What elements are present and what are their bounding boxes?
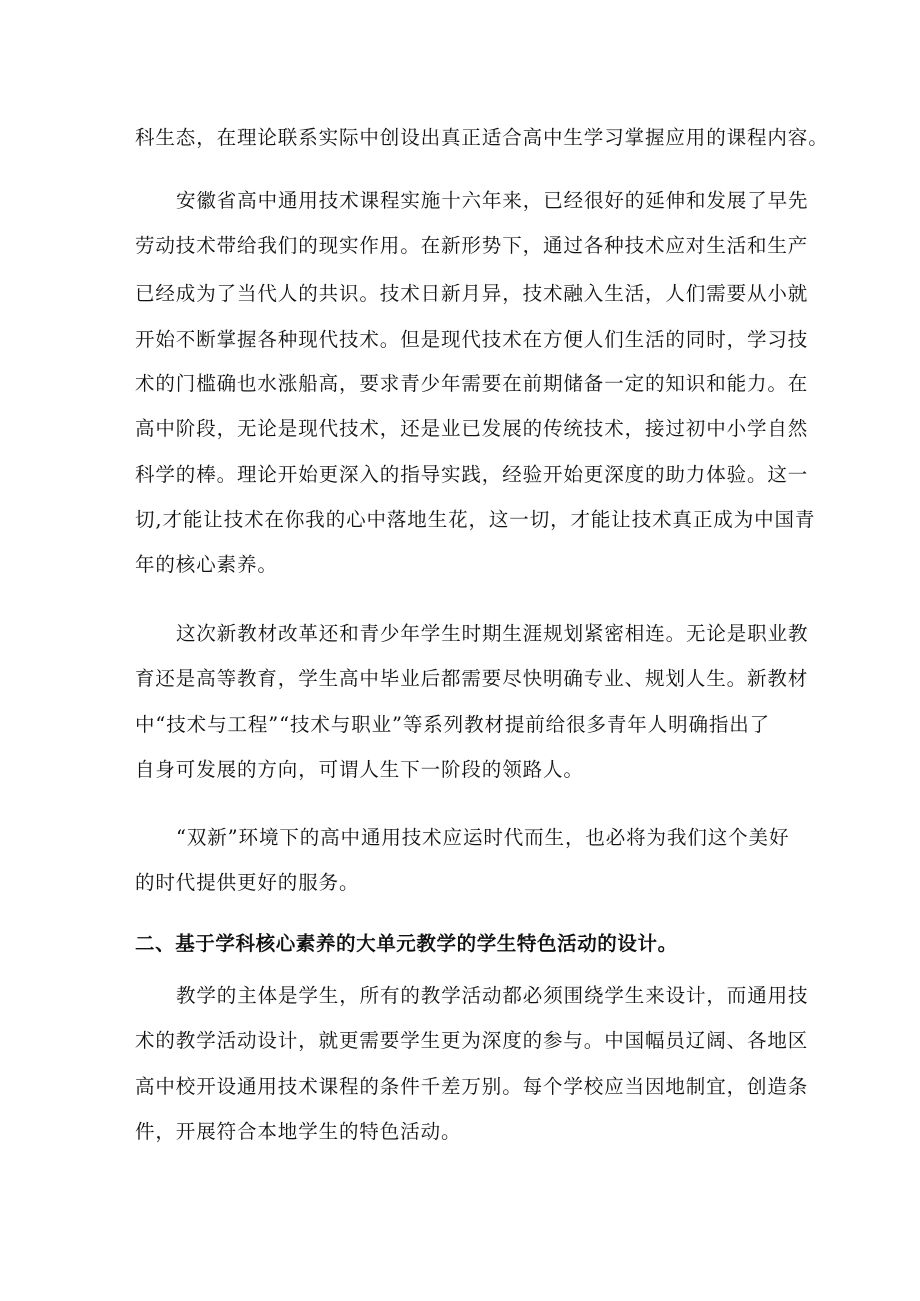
- paragraph-line: 术的教学活动设计，就更需要学生更为深度的参与。中国幅员辽阔、各地区: [135, 1029, 809, 1052]
- paragraph-line: “双新”环境下的高中通用技术应运时代而生，也必将为我们这个美好: [176, 826, 790, 849]
- paragraph-line: 劳动技术带给我们的现实作用。在新形势下，通过各种技术应对生活和生产: [135, 234, 809, 257]
- paragraph-line: 教学的主体是学生，所有的教学活动都必须围绕学生来设计，而通用技: [176, 984, 809, 1007]
- paragraph-line: 件，开展符合本地学生的特色活动。: [135, 1120, 462, 1143]
- paragraph-line: 科学的棒。理论开始更深入的指导实践，经验开始更深度的助力体验。这一: [135, 463, 809, 486]
- section-heading: 二、基于学科核心素养的大单元教学的学生特色活动的设计。: [135, 932, 678, 955]
- paragraph-line: 自身可发展的方向，可谓人生下一阶段的领路人。: [135, 758, 584, 781]
- paragraph-line: 中“技术与工程”“技术与职业”等系列教材提前给很多青年人明确指出了: [135, 713, 771, 736]
- paragraph-line: 已经成为了当代人的共识。技术日新月异，技术融入生活，人们需要从小就: [135, 282, 809, 305]
- paragraph-line: 育还是高等教育，学生高中毕业后都需要尽快明确专业、规划人生。新教材: [135, 667, 809, 690]
- paragraph-line: 科生态，在理论联系实际中创设出真正适合高中生学习掌握应用的课程内容。: [135, 126, 829, 149]
- paragraph-line: 术的门槛确也水涨船高，要求青少年需要在前期储备一定的知识和能力。在: [135, 372, 809, 395]
- paragraph-line: 切,才能让技术在你我的心中落地生花，这一切，才能让技术真正成为中国青: [135, 508, 816, 531]
- paragraph-line: 高中校开设通用技术课程的条件千差万别。每个学校应当因地制宜，创造条: [135, 1075, 809, 1098]
- paragraph-line: 年的核心素养。: [135, 553, 278, 576]
- paragraph-line: 安徽省高中通用技术课程实施十六年来，已经很好的延伸和发展了早先: [176, 189, 809, 212]
- paragraph-line: 高中阶段，无论是现代技术，还是业已发展的传统技术，接过初中小学自然: [135, 417, 809, 440]
- paragraph-line: 开始不断掌握各种现代技术。但是现代技术在方便人们生活的同时，学习技: [135, 328, 809, 351]
- paragraph-line: 的时代提供更好的服务。: [135, 871, 360, 894]
- paragraph-line: 这次新教材改革还和青少年学生时期生涯规划紧密相连。无论是职业教: [176, 622, 809, 645]
